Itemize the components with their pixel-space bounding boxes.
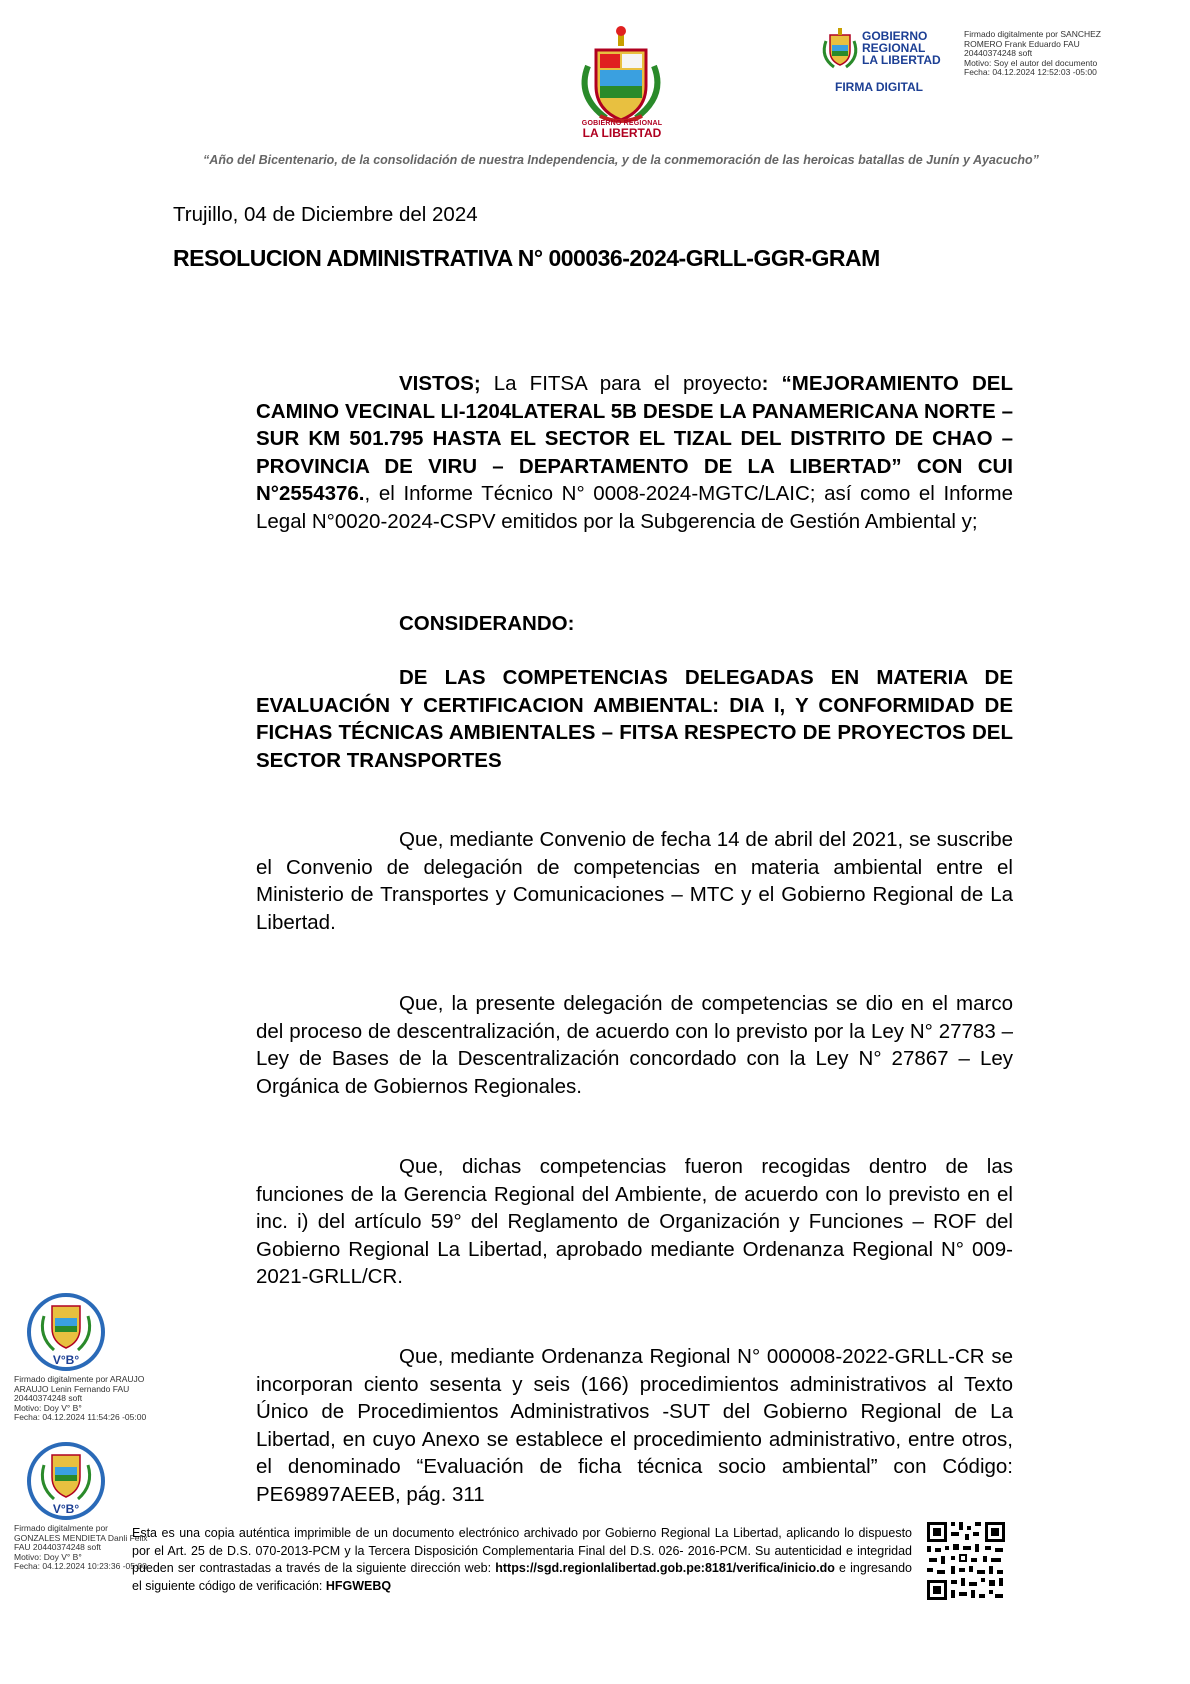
signature-org-line3: LA LIBERTAD	[862, 53, 941, 67]
signature-organization	[862, 30, 941, 66]
paragraph	[256, 990, 1013, 1100]
document-title: RESOLUCION ADMINISTRATIVA N° 000036-2024-GRLL-GGR-GRAM	[173, 245, 880, 271]
signature-info-line: 20440374248 soft	[964, 48, 1033, 58]
vistos-text-continued: , el Informe Técnico N° 0008-2024-MGTC/LAIC; así como el Informe Legal N°0020-2024-CSPV emitidos por la Subgerencia de Gestión Ambiental y;	[256, 482, 1013, 533]
signature-info-line: Fecha: 04.12.2024 12:52:03 -05:00	[964, 67, 1097, 77]
signature-org-line2: REGIONAL	[862, 41, 926, 55]
signature-info-line: Motivo: Soy el autor del documento	[964, 57, 1098, 68]
section-heading	[256, 664, 1013, 774]
vobo-stamp-icon	[26, 1441, 106, 1521]
paragraph-text: Que, mediante Convenio de fecha 14 de abril del 2021, se suscribe el Convenio de delegación de competencias en materia ambiental entre el Ministerio de Transportes y Comunicaciones – MTC y el Gobierno Regional de La Libertad.	[256, 828, 1013, 934]
paragraph-text: Que, mediante Ordenanza Regional N° 000008-2022-GRLL-CR se incorporan ciento sesenta y seis (166) procedimientos administrativos al Texto Único de Procedimientos Administrativos -SUT del Gobierno Regional de La Libertad, en cuyo Anexo se establece el procedimiento administrativo, entre otros, el denominado “Evaluación de ficha técnica socio ambiental” con Código: PE69897AEEB, pág. 311	[256, 1345, 1013, 1506]
paragraph	[256, 1153, 1013, 1291]
paragraph-text: Que, la presente delegación de competencias se dio en el marco del proceso de descentralización, de acuerdo con lo previsto por la Ley N° 27783 – Ley de Bases de la Descentralización concordado con la Ley N° 27867 – Ley Orgánica de Gobiernos Regionales.	[256, 992, 1013, 1098]
regional-crest-logo	[566, 26, 676, 130]
authenticity-text: Esta es una copia auténtica imprimible de un documento electrónico archivado por Gobierno Regional La Libertad, aplicando lo dispuesto por el Art. 25 de D.S. 070-2013-PCM y la Tercera Disposición Complementaria Final del D.S. 026- 2016-PCM. Su autenticidad e integridad pueden ser contrastadas a través de la siguiente dirección web:	[132, 1526, 912, 1575]
signature-info-line: Firmado digitalmente por SANCHEZ	[964, 29, 1101, 39]
place-date: Trujillo, 04 de Diciembre del 2024	[173, 203, 478, 226]
organization-name-line2: LA LIBERTAD	[582, 126, 662, 140]
vobo-info-line: Fecha: 04.12.2024 10:23:36 -05:00	[14, 1561, 147, 1571]
vobo-info-line: 20440374248 soft	[14, 1393, 83, 1403]
digital-signature-info	[964, 30, 1144, 78]
paragraph	[256, 1343, 1013, 1508]
organization-name	[560, 120, 684, 139]
vobo-info-line: ARAUJO Lenin Fernando FAU	[14, 1383, 130, 1394]
vobo-info-line: FAU 20440374248 soft	[14, 1542, 101, 1552]
signature-info-line: ROMERO Frank Eduardo FAU	[964, 38, 1080, 49]
vobo-info-line: Motivo: Doy V° B°	[14, 1551, 82, 1562]
organization-name-line1: GOBIERNO REGIONAL	[581, 120, 663, 127]
project-name: : “MEJORAMIENTO DEL CAMINO VECINAL LI-1204LATERAL 5B DESDE LA PANAMERICANA NORTE – SUR KM 501.795 HASTA EL SECTOR EL TIZAL DEL DISTRITO DE CHAO – PROVINCIA DE VIRU – DEPARTAMENTO DE LA LIBERTAD” CON CUI N°2554376.	[256, 372, 1013, 505]
vobo-label: V°B°	[52, 1353, 80, 1367]
vobo-info-line: Motivo: Doy V° B°	[14, 1402, 82, 1413]
vobo-info-line: GONZALES MENDIETA Danli Felix	[14, 1532, 148, 1543]
year-motto: “Año del Bicentenario, de la consolidación de nuestra Independencia, y de la conmemoración de las heroicas batallas de Junín y Ayacucho”	[203, 153, 1039, 167]
paragraph	[256, 826, 1013, 936]
vistos-text: La FITSA para el proyecto	[480, 372, 762, 395]
vobo-stamp-icon	[26, 1292, 106, 1372]
digital-signature-badge: FIRMA DIGITAL	[835, 80, 923, 94]
signature-crest-icon	[818, 27, 862, 71]
vobo-info-line: Firmado digitalmente por	[14, 1523, 109, 1533]
authenticity-notice	[132, 1525, 912, 1595]
vobo-signature-info	[14, 1375, 184, 1423]
signature-org-line1: GOBIERNO	[862, 29, 928, 43]
considerando-label: CONSIDERANDO:	[399, 612, 575, 635]
vobo-info-line: Fecha: 04.12.2024 11:54:26 -05:00	[14, 1412, 147, 1422]
authenticity-text-continued: e ingresando el siguiente código de verificación:	[132, 1561, 912, 1593]
vobo-info-line: Firmado digitalmente por ARAUJO	[14, 1374, 145, 1384]
vistos-lead: VISTOS;	[399, 372, 481, 395]
vobo-label: V°B°	[52, 1502, 80, 1516]
section-heading-text: DE LAS COMPETENCIAS DELEGADAS EN MATERIA DE EVALUACIÓN Y CERTIFICACION AMBIENTAL: DIA I, Y CONFORMIDAD DE FICHAS TÉCNICAS AMBIENTALES – FITSA RESPECTO DE PROYECTOS DEL SECTOR TRANSPORTES	[256, 666, 1013, 772]
paragraph-text: Que, dichas competencias fueron recogidas dentro de las funciones de la Gerencia Regional del Ambiente, de acuerdo con lo previsto en el inc. i) del artículo 59° del Reglamento de Organización y Funciones – ROF del Gobierno Regional La Libertad, aprobado mediante Ordenanza Regional N° 009-2021-GRLL/CR.	[256, 1155, 1013, 1288]
verification-url[interactable]: https://sgd.regionlalibertad.gob.pe:8181/verifica/inicio.do	[495, 1561, 835, 1575]
vistos-paragraph	[256, 370, 1013, 535]
considerando-heading	[256, 610, 1013, 638]
verification-code: HFGWEBQ	[325, 1578, 392, 1593]
qr-code-icon	[925, 1520, 1007, 1602]
